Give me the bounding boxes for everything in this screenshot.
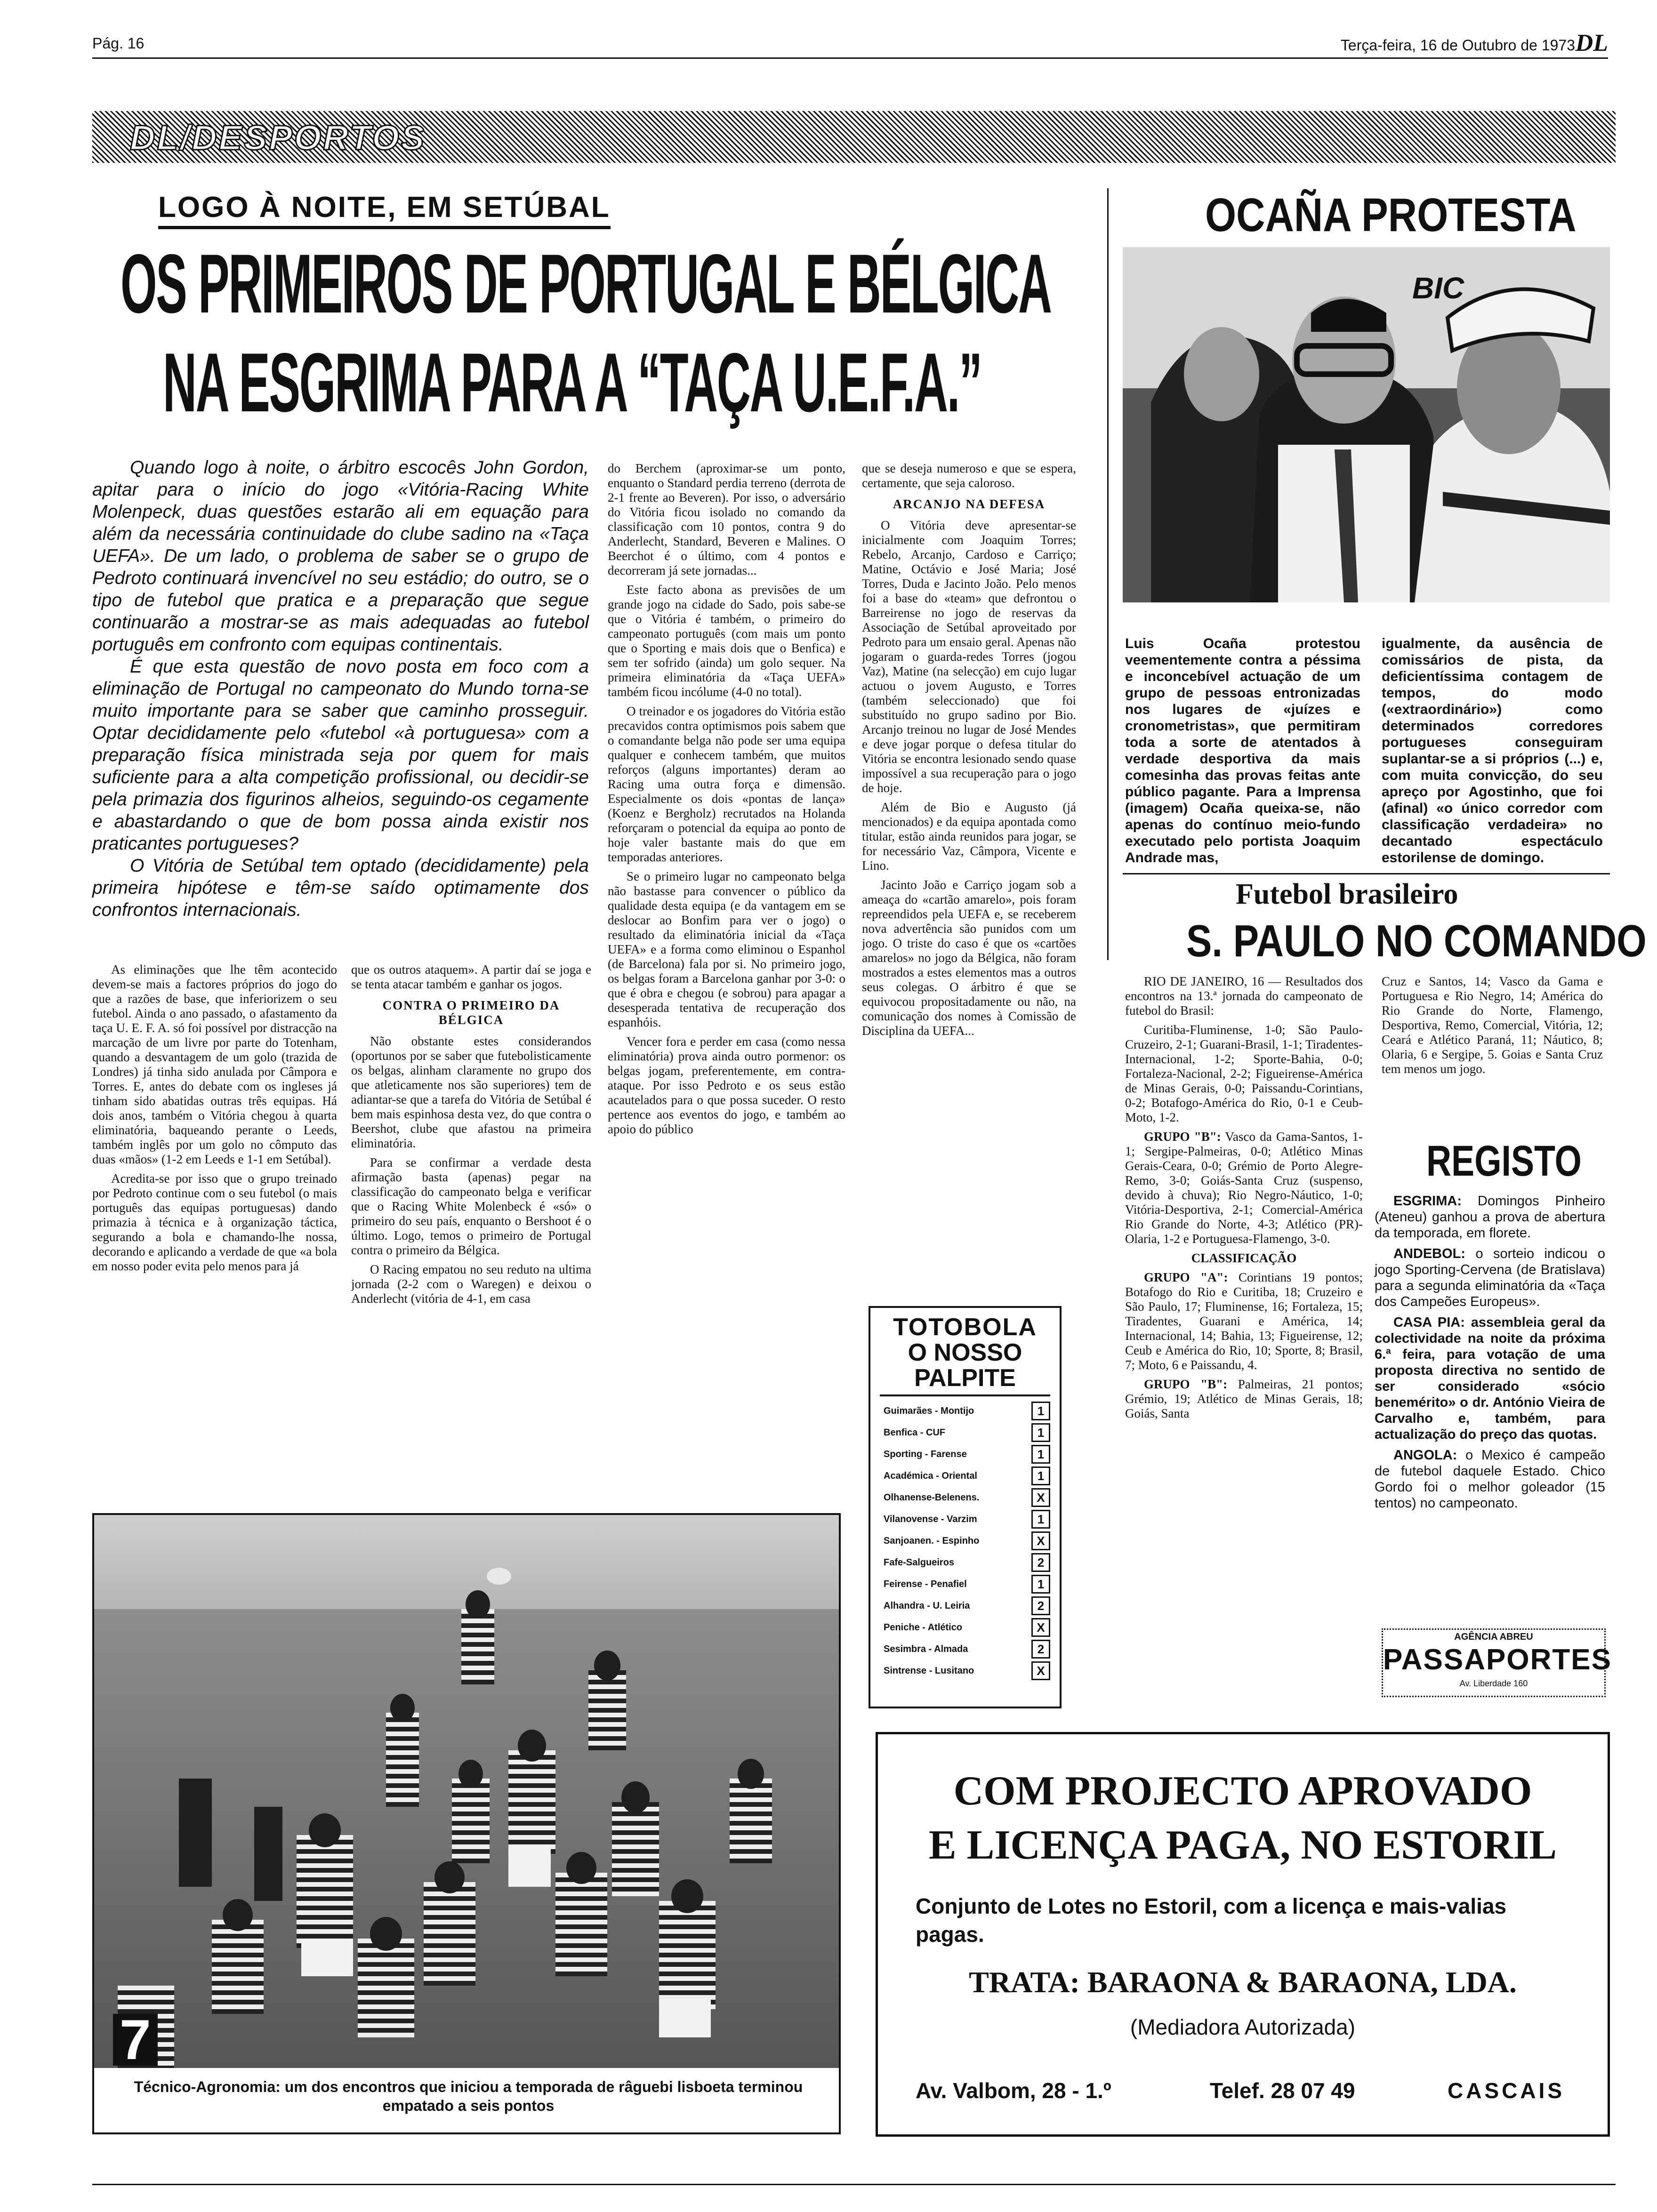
totobola-title: TOTOBOLA bbox=[893, 1314, 1037, 1341]
brasil-paragraph: Cruz e Santos, 14; Vasco da Gama e Portuguesa e Rio Negro, 14; América do Rio Grande do Norte, Flamengo, Desportiva, Remo, Comercial, Vitória, 12; Ceará e Atlético Paraná, 11; Náutico, 8; Olaria, 6 e Sergipe, 5. Goias e Santa Cruz tem menos um jogo. bbox=[1382, 974, 1603, 1076]
lead-paragraphs bbox=[92, 457, 589, 921]
totobola-row: Sintrense - Lusitano X bbox=[880, 1660, 1050, 1682]
brasil-kicker: Futebol brasileiro bbox=[1236, 878, 1458, 910]
totobola-subtitle: O NOSSO bbox=[908, 1339, 1022, 1366]
estoril-ad bbox=[876, 1732, 1610, 2137]
article-paragraph: O treinador e os jogadores do Vitória estão precavidos contra optimismos pois sabem que o comandante belga não pode ser uma equipa qualquer e conhecem também, que muitos reforços (alguns importantes) deram ao Racing uma outra força e dimensão. Especialmente os dois «pontas de lança» (Koenz e Bergholz) recrutados na Holanda reforçaram o potencial da equipa ao ponto de hoje valer bastante mais do que em temporadas anteriores. bbox=[608, 704, 845, 864]
article-paragraph: Se o primeiro lugar no campeonato belga não bastasse para convencer o público da qualidade desta equipa (e da vantagem em se deslocar ao Bonfim para ver o jogo) o resultado da eliminatória inicial da «Taça UEFA» e a forma como eliminou o Espanhol (de Barcelona) fala por si. No primeiro jogo, os belgas foram a Barcelona ganhar por 3-0: o que é obra e chegou (e sobrou) para apagar a desesperada tentativa de recuperação dos espanhóis. bbox=[608, 869, 845, 1029]
passaportes-name: PASSAPORTES bbox=[1383, 1643, 1612, 1676]
brasil-paragraph: RIO DE JANEIRO, 16 — Resultados dos encontros na 13.ª jornada do campeonato de futebol do Brasil: bbox=[1125, 974, 1363, 1018]
totobola-row: Guimarães - Montijo 1 bbox=[880, 1400, 1050, 1422]
totobola-row: Sesimbra - Almada 2 bbox=[880, 1638, 1050, 1660]
newspaper-logo: DL bbox=[1575, 30, 1608, 56]
ocana-photo bbox=[1123, 247, 1610, 602]
estoril-ad-city: CASCAIS bbox=[1448, 2078, 1565, 2103]
main-article bbox=[92, 179, 1081, 1306]
shirt-number: 7 bbox=[113, 2014, 158, 2066]
column-divider bbox=[1107, 188, 1109, 960]
article-paragraph: que os outros ataquem». A partir daí se joga e se tenta atacar também e ganhar os jogos. bbox=[351, 962, 591, 991]
totobola-rows bbox=[880, 1400, 1050, 1682]
lead-paragraph: Quando logo à noite, o árbitro escocês John Gordon, apitar para o início do jogo «Vitória-Racing White Molenpeck, duas questões estarão ali em equação para além da necessária continuidade do clube sadino na «Taça UEFA». De um lado, o problema de saber se o grupo de Pedroto continuará invencível no seu estádio; do outro, se o tipo de futebol que pratica e a preparação que segue continuarão a mostrar-se as mais adequadas ao futebol português em confronto com equipas continentais. bbox=[92, 457, 589, 655]
article-paragraph: As eliminações que lhe têm acontecido devem-se mais a factores próprios do jogo do que a razões de base, que inferiorizem o seu futebol. Ainda o ano passado, o afastamento da taça U. E. F. A. só foi possível por distracção na marcação de um livre por parte do Totenham, quando a desvantagem de um golo (trazida de Londres) já tinha sido anulada por Câmpora e Torres. E, antes do debate com os ingleses já tinham sido abatidas outras três equipas. Há dois anos, também o Vitória chegou à quarta eliminatória, baqueando perante o Leeds, também inglês por um golo no cômputo das duas «mãos» (1-2 em Leeds e 1-1 em Setúbal). bbox=[92, 962, 337, 1166]
totobola-row: Vilanovense - Varzim 1 bbox=[880, 1508, 1050, 1530]
totobola-row: Académica - Oriental 1 bbox=[880, 1465, 1050, 1487]
article-paragraph: Este facto abona as previsões de um grande jogo na cidade do Sado, pois sabe-se que o Vitória é também, o primeiro do campeonato português (com mais um ponto que o Sporting e mais dois que o Benfica) e sem ter sofrido (ainda) um golo sequer. Na primeira eliminatória da «Taça UEFA» também ficou incólume (4-0 no total). bbox=[608, 583, 845, 699]
registo-item: ANGOLA: o Mexico é campeão de futebol daquele Estado. Chico Gordo foi o melhor goleador (15 tentos) no campeonato. bbox=[1375, 1448, 1605, 1511]
article-paragraph: do Berchem (aproximar-se um ponto, enquanto o Standard perdia terreno (derrota de 2-1 frente ao Beveren). Por isso, o adversário do Vitória ficou isolado no comando da classificação com 10 pontos, contra 9 do Anderlecht, Standard, Beveren e Malines. O Beerchot é o último, com 4 pontos e decorreram já sete jornadas... bbox=[608, 461, 845, 577]
article-column-1 bbox=[92, 962, 337, 1480]
passaportes-agency: AGÊNCIA ABREU bbox=[1454, 1632, 1533, 1642]
rugby-photo bbox=[94, 1515, 839, 2068]
passaportes-address: Av. Liberdade 160 bbox=[1459, 1679, 1528, 1688]
totobola-row: Olhanense-Belenens. X bbox=[880, 1487, 1050, 1508]
brasil-paragraph: Curitiba-Fluminense, 1-0; São Paulo-Cruzeiro, 2-1; Guarani-Brasil, 1-1; Tiradentes-Internacional, 1-2; Sporte-Bahia, 0-0; Fortaleza-Nacional, 2-2; Figueirense-América de Minas Gerais, 0-0; Paissandu-Corintians, 0-2; Botafogo-América do Rio, 0-1 e Ceub-Moto, 1-2. bbox=[1125, 1023, 1363, 1124]
headline-line-2: NA ESGRIMA PARA A “TAÇA U.E.F.A.” bbox=[163, 336, 981, 429]
lead-paragraph: O Vitória de Setúbal tem optado (decididamente) pela primeira hipótese e têm-se saído optimamente dos confrontos internacionais. bbox=[92, 856, 589, 920]
totobola-row: Peniche - Atlético X bbox=[880, 1617, 1050, 1638]
totobola-row: Fafe-Salgueiros 2 bbox=[880, 1552, 1050, 1573]
article-paragraph: Além de Bio e Augusto (já mencionados) e da equipa apontada como titular, estão ainda reunidos para jogar, se for necessário Vaz, Câmpora, Vicente e Lino. bbox=[862, 800, 1076, 873]
page-number: Pág. 16 bbox=[92, 35, 145, 52]
brasil-paragraph: GRUPO "B": Vasco da Gama-Santos, 1-1; Sergipe-Palmeiras, 0-0; Atlético Minas Gerais-Ceara, 0-0; Grémio de Porto Alegre-Remo, 3-0; Goiás-Santa Cruz (suspenso, devido à chuva); Rio Negro-Náutico, 1-0; Vitória-Desportiva, 2-1; Comercial-América Rio Grande do Norte, 4-3; Atlético (PR)-Olaria, 1-2 e Portuguesa-Flamengo, 3-0. bbox=[1125, 1130, 1363, 1246]
article-paragraph: O Vitória deve apresentar-se inicialmente com Joaquim Torres; Rebelo, Arcanjo, Cardoso e Carriço; Matine, Octávio e José Maria; José Torres, Duda e Jacinto João. Pelo menos foi a base do «team» que defrontou o Barreirense no jogo de reservas da Associação de Setúbal aproveitado por Pedroto para um ensaio geral. Apenas não jogaram o guarda-redes Torres (jogou Vaz), Matine (na selecção) em cujo lugar actuou o jovem Augusto, e Torres (também seleccionado) que foi substituído no grupo sadino por Bio. Arcanjo treinou no lugar de José Mendes e deve jogar porque o defesa titular do Vitória se encontra lesionado sendo quase impossível a sua recuperação para o jogo de hoje. bbox=[862, 518, 1076, 795]
estoril-ad-headline-1: COM PROJECTO APROVADO bbox=[953, 1768, 1532, 1814]
totobola-row: Sporting - Farense 1 bbox=[880, 1443, 1050, 1465]
estoril-ad-mediator: (Mediadora Autorizada) bbox=[1130, 2015, 1356, 2039]
totobola-row: Sanjoanen. - Espinho X bbox=[880, 1530, 1050, 1552]
totobola-row: Alhandra - U. Leiria 2 bbox=[880, 1595, 1050, 1617]
registo-item: CASA PIA: assembleia geral da colectividade na noite da próxima 6.ª feira, para votação de uma proposta directiva no sentido de ser considerado «sócio benemérito» o dr. António Vieira de Carvalho e, também, para actualização do preço das quotas. bbox=[1375, 1315, 1605, 1442]
article-paragraph: Vencer fora e perder em casa (como nessa eliminatória) prova ainda outro pormenor: os belgas jogam, preferentemente, em contra-ataque. Por isso Pedroto e os seus estão acautelados para o que possa suceder. O resto pertence aos eventos do jogo, e também ao apoio do público bbox=[608, 1034, 845, 1136]
estoril-ad-description: Conjunto de Lotes no Estoril, com a licença e mais-valias pagas. bbox=[916, 1894, 1507, 1947]
totobola-row: Benfica - CUF 1 bbox=[880, 1422, 1050, 1443]
brasil-column-1 bbox=[1125, 974, 1363, 1694]
estoril-ad-phone: Telef. 28 07 49 bbox=[1210, 2078, 1355, 2103]
brasil-headline: S. PAULO NO COMANDO bbox=[1186, 916, 1647, 966]
registo-item: ANDEBOL: o sorteio indicou o jogo Sporting-Cervena (de Bratislava) para a segunda eliminatória da «Taça dos Campeões Europeus». bbox=[1375, 1246, 1605, 1309]
registo-items bbox=[1375, 1193, 1605, 1516]
article-paragraph: Não obstante estes considerandos (oportunos por se saber que futebolisticamente os belgas, alinham claramente no grupo dos que atleticamente nos são superiores) tem de adiantar-se que a tarefa do Vitória de Setúbal é bem mais espinhosa desta vez, do que contra o Beershot, clube que afastou na primeira eliminatória. bbox=[351, 1034, 591, 1150]
article-paragraph: Acredita-se por isso que o grupo treinado por Pedroto continue com o seu futebol (o mais português das equipas portuguesas) dando primazia à técnica e à organização táctica, segurando a bola e chamando-lhe nossa, decorando e aplicando a verdade de que «a bola em nosso poder evita pelo menos para já bbox=[92, 1171, 337, 1273]
section-banner bbox=[92, 111, 1616, 163]
headline-line-1: OS PRIMEIROS DE PORTUGAL E BÉLGICA bbox=[121, 237, 1051, 330]
article-column-4 bbox=[862, 461, 1076, 1195]
totobola-box bbox=[869, 1306, 1062, 1708]
subheading: ARCANJO NA DEFESA bbox=[893, 497, 1046, 511]
totobola-row: Feirense - Penafiel 1 bbox=[880, 1573, 1050, 1595]
estoril-ad-contact: TRATA: BARAONA & BARAONA, LDA. bbox=[969, 1965, 1517, 1999]
header-rule bbox=[92, 57, 1608, 59]
estoril-ad-address: Av. Valbom, 28 - 1.º bbox=[916, 2078, 1111, 2103]
page-header bbox=[92, 31, 1608, 59]
ocana-title: OCAÑA PROTESTA bbox=[1205, 189, 1577, 241]
kicker: LOGO À NOITE, EM SETÚBAL bbox=[158, 191, 611, 229]
totobola-subtitle: PALPITE bbox=[880, 1365, 1050, 1396]
ocana-caption-col-2: igualmente, da ausência de comissários de pista, da deficientíssima contagem de tempos, do modo («extraordinário») como determinados corredores portugueses conseguiram suplantar-se a si próprios (...) e, com muita convicção, do seu apreço por Agostinho, que foi (afinal) «o único corredor com classificação verdadeira» no decantado espectáculo estorilense de domingo. bbox=[1382, 636, 1603, 866]
issue-date: Terça-feira, 16 de Outubro de 1973 bbox=[1340, 37, 1575, 54]
section-banner-label: DL/DESPORTOS bbox=[130, 118, 426, 157]
ocana-rule bbox=[1123, 873, 1610, 874]
rugby-photo-block bbox=[92, 1513, 841, 2134]
article-column-3 bbox=[608, 461, 845, 1478]
photo-caption: Técnico-Agronomia: um dos encontros que iniciou a temporada de râguebi lisboeta terminou empatado a seis pontos bbox=[134, 2078, 803, 2114]
registo-item: ESGRIMA: Domingos Pinheiro (Ateneu) ganhou a prova de abertura da temporada, em florete. bbox=[1375, 1194, 1606, 1241]
estoril-ad-headline-2: E LICENÇA PAGA, NO ESTORIL bbox=[928, 1822, 1557, 1868]
brasil-paragraph: GRUPO "B": Palmeiras, 21 pontos; Grémio, 19; Atlético de Minas Gerais, 18; Goiás, Santa bbox=[1125, 1377, 1363, 1420]
ocana-caption-col-1: Luis Ocaña protestou veementemente contra a péssima e inconcebível actuação de um grupo de pessoas entronizadas nos lugares de «juízes e cronometristas», que permitiram toda a sorte de atentados à verdade desportiva da mais comesinha das provas feitas ante público pagante. Para a Imprensa (imagem) Ocaña queixa-se, não apenas do contínuo meio-fundo executado pelo portista Joaquim Andrade mas, bbox=[1125, 636, 1360, 866]
subheading: CONTRA O PRIMEIRO DA BÉLGICA bbox=[382, 998, 560, 1027]
article-paragraph: Jacinto João e Carriço jogam sob a ameaça do «cartão amarelo», pois foram repreendidos pela UEFA e, se receberem nova advertência são punidos com um jogo. O triste do caso é que os «cartões amarelos» no jogo da Bélgica, não foram mostrados a estes elementos mas a outros seus colegas. O árbitro é que se equivocou propositadamente ou não, na comunicação dos nomes à Comissão de Disciplina da UEFA... bbox=[862, 878, 1076, 1038]
brasil-subheading: CLASSIFICAÇÃO bbox=[1191, 1251, 1297, 1265]
passaportes-ad bbox=[1382, 1628, 1612, 1697]
brasil-paragraph: GRUPO "A": Corintians 19 pontos; Botafogo do Rio e Curitiba, 18; Cruzeiro e São Paulo, 17; Fluminense, 16; Fortaleza, 15; Tiradentes, Guarani e América, 14; Internacional, 14; Bahia, 13; Figueirense, 12; Ceub e América do Rio, 10; Sporte, 8; Brasil, 7; Moto, 6 e Paissandu, 4. bbox=[1125, 1270, 1363, 1372]
article-paragraph: que se deseja numeroso e que se espera, certamente, que seja caloroso. bbox=[862, 461, 1076, 490]
article-paragraph: O Racing empatou no seu reduto na ultima jornada (2-2 com o Waregen) e deixou o Anderlecht (vitória de 4-1, em casa bbox=[351, 1262, 591, 1306]
brasil-column-2 bbox=[1382, 974, 1603, 1081]
ocana-cap-text: BIC bbox=[1412, 271, 1464, 305]
article-paragraph: Para se confirmar a verdade desta afirmação basta (apenas) pegar na classificação do campeonato belga e verificar que o Racing White Molenbeck é «só» o primeiro do seu país, enquanto o Bershoot é o último. Logo, temos o primeiro de Portugal contra o primeiro da Bélgica. bbox=[351, 1155, 591, 1257]
article-column-2 bbox=[351, 962, 591, 1480]
page-bottom-rule bbox=[92, 2184, 1616, 2185]
lead-paragraph: É que esta questão de novo posta em foco com a eliminação de Portugal no campeonato do Mundo torna-se muito importante para se saber que caminho prosseguir. Optar decididamente pelo «futebol «à portuguesa» com a preparação física ministrada seja por quem for mais suficiente para a alta competição profissional, ou decidir-se pela primazia dos figurinos alheios, seguindo-os cegamente e abastardando o que de bom possa ainda existir nos praticantes portugueses? bbox=[92, 657, 589, 854]
registo-title: REGISTO bbox=[1426, 1137, 1582, 1185]
